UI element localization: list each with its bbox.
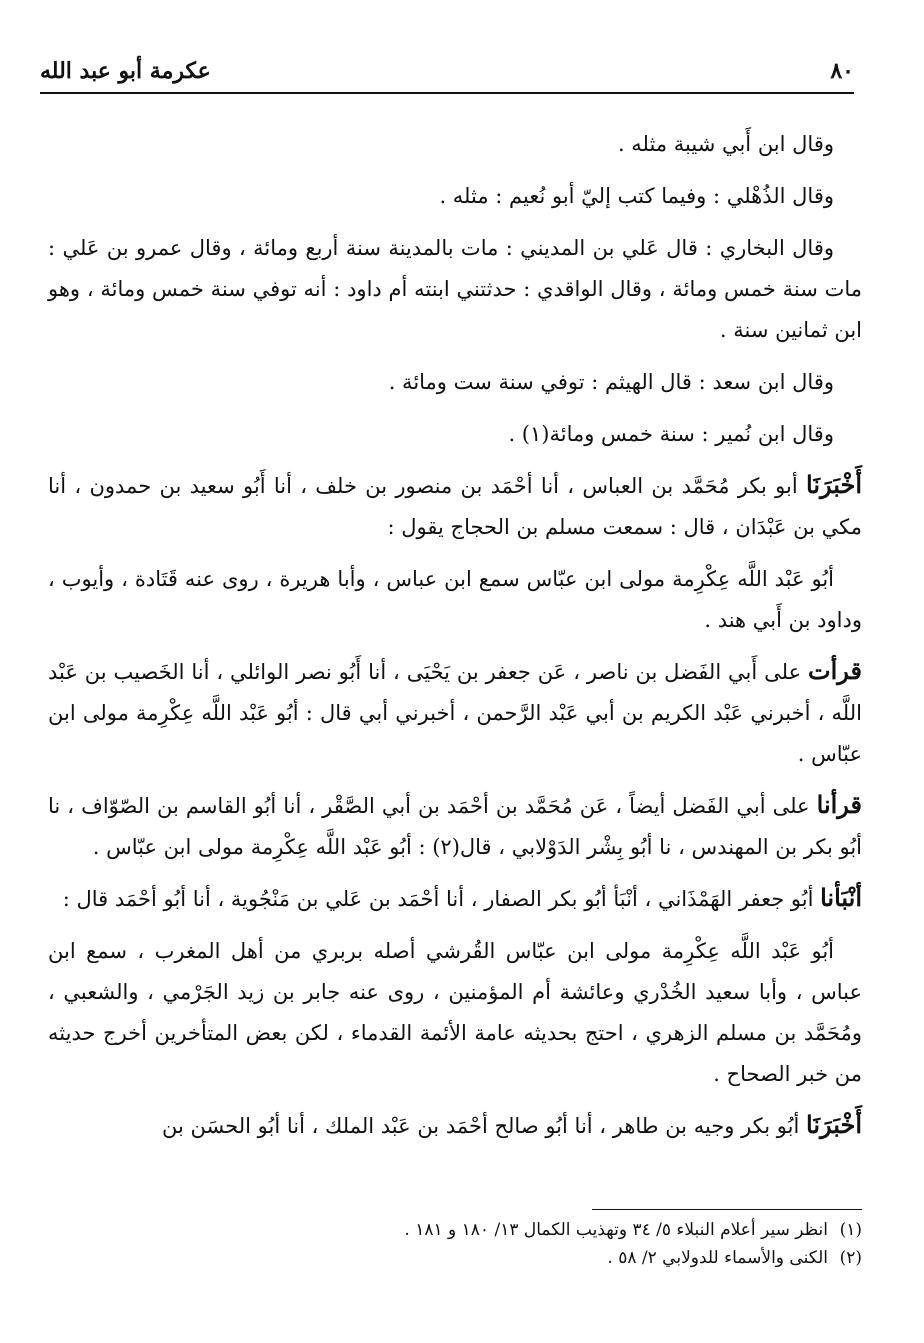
paragraph-lead: أنْبَأنا	[820, 883, 862, 912]
paragraph-text: أبو بكر مُحَمَّد بن العباس ، أنا أحْمَد بن منصور بن خلف ، أنا أَبُو سعيد بن حمدون ، أنا مكي بن عَبْدَان ، قال : سمعت مسلم بن الحجاج يقول :	[48, 474, 862, 539]
paragraph-lead: قرأت	[808, 656, 862, 685]
paragraph-text: وقال ابن نُمير : سنة خمس ومائة(١) .	[508, 422, 834, 446]
paragraph	[48, 557, 862, 641]
paragraph	[48, 360, 862, 403]
paragraph-text: أبُو بكر وجيه بن طاهر ، أنا أبُو صالح أحْمَد بن عَبْد الملك ، أنا أبُو الحسَن بن	[161, 1114, 807, 1138]
paragraph-text: أبُو عَبْد اللَّه عِكْرِمة مولى ابن عبّاس القُرشي أصله بربري من أهل المغرب ، سمع ابن عباس ، وأبا سعيد الخُدْري وعائشة أم المؤمنين ، روى عنه جابر بن زيد الجَرْمي ، والشعبي ، ومُحَمَّد بن مسلم الزهري ، احتج بحديثه عامة الأئمة القدماء ، لكن بعض المتأخرين أخرج حديثه من خبر الصحاح .	[48, 939, 862, 1086]
paragraph-text: أبُو عَبْد اللَّه عِكْرِمة مولى ابن عبّاس سمع ابن عباس ، وأبا هريرة ، روى عنه قَتَادة ، وأيوب ، وداود بن أَبي هند .	[48, 567, 862, 632]
paragraph-text: على أَبي الفَضل بن ناصر ، عَن جعفر بن يَحْيَى ، أنا أَبُو نصر الوائلي ، أنا الخَصيب بن عَبْد اللَّه ، أخبرني عَبْد الكريم بن أبي عَبْد الرَّحمن ، أخبرني أبي قال : أبُو عَبْد اللَّه عِكْرِمة مولى ابن عبّاس .	[48, 660, 862, 766]
paragraph-lead: قرأنا	[816, 790, 862, 819]
footnote-divider	[592, 1209, 862, 1210]
paragraph	[48, 877, 862, 920]
paragraph-text: وقال ابن أَبي شيبة مثله .	[617, 132, 834, 156]
paragraph-text: وقال الذُهْلي : وفيما كتب إليّ أبو نُعيم : مثله .	[439, 184, 834, 208]
footnote-number: (١)	[839, 1220, 862, 1240]
running-title: عكرمة أبو عبد الله	[40, 58, 211, 84]
footnote	[60, 1244, 862, 1272]
paragraph	[48, 174, 862, 217]
paragraph	[48, 226, 862, 351]
paragraph	[48, 784, 862, 868]
paragraph-text: وقال ابن سعد : قال الهيثم : توفي سنة ست ومائة .	[388, 370, 834, 394]
paragraph-lead: أَخْبَرَنَا	[806, 470, 862, 499]
footnote-number: (٢)	[839, 1248, 862, 1268]
paragraph	[48, 929, 862, 1095]
page-number: ٨٠	[830, 58, 854, 84]
page-header	[40, 56, 854, 94]
paragraph	[48, 1104, 862, 1147]
main-text	[48, 122, 862, 1156]
paragraph	[48, 122, 862, 165]
paragraph	[48, 464, 862, 548]
footnote-text: انظر سير أعلام النبلاء ٥/ ٣٤ وتهذيب الكمال ١٣/ ١٨٠ و ١٨١ .	[404, 1220, 828, 1240]
paragraph	[48, 650, 862, 775]
paragraph-lead: أَخْبَرَنَا	[806, 1110, 862, 1139]
footnote-text: الكنى والأسماء للدولابي ٢/ ٥٨ .	[607, 1248, 828, 1268]
footnotes	[60, 1216, 862, 1272]
paragraph-text: أبُو جعفر الهَمْذَاني ، أنْبَأ أبُو بكر الصفار ، أنا أحْمَد بن عَلي بن مَنْجُوية ، أنا أبُو أحْمَد قال :	[62, 887, 821, 911]
paragraph	[48, 412, 862, 455]
paragraph-text: وقال البخاري : قال عَلي بن المديني : مات بالمدينة سنة أربع ومائة ، وقال عمرو بن عَلي : مات سنة خمس ومائة ، وقال الواقدي : حدثتني ابنته أم داود : أنه توفي سنة خمس ومائة ، وهو ابن ثمانين سنة .	[48, 236, 862, 342]
paragraph-text: على أبي الفَضل أيضاً ، عَن مُحَمَّد بن أحْمَد بن أبي الصَّقْر ، أنا أبُو القاسم بن الصّوّاف ، نا أبُو بكر بن المهندس ، نا أبُو بِشْر الدَوْلابي ، قال(٢) : أبُو عَبْد اللَّه عِكْرِمة مولى ابن عبّاس .	[48, 794, 862, 859]
footnote	[60, 1216, 862, 1244]
